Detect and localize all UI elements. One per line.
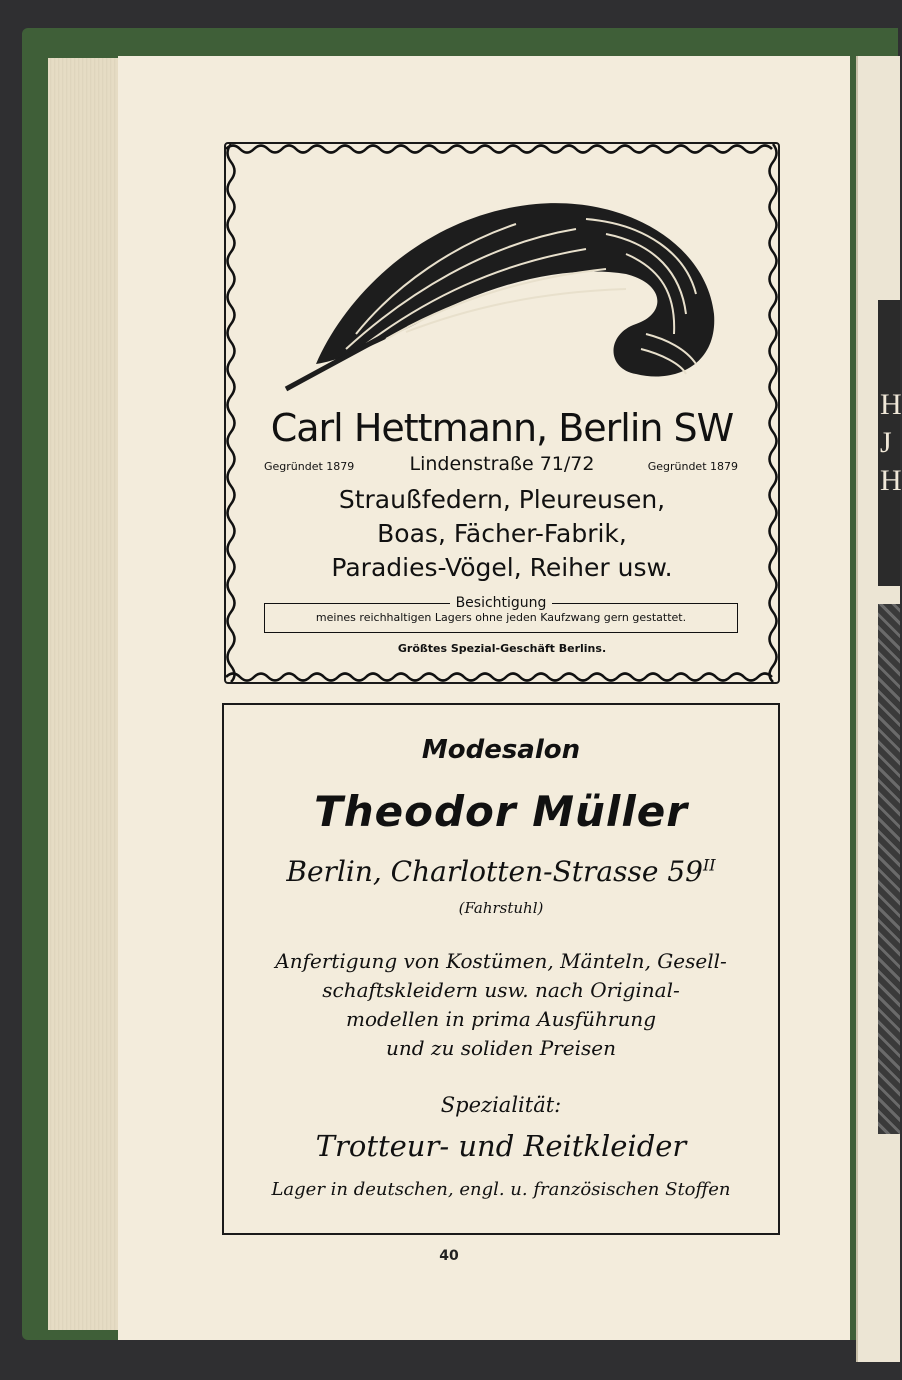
adjacent-page: H J H (856, 56, 900, 1362)
visit-label: Besichtigung (450, 595, 553, 611)
description-line-4: und zu soliden Preisen (386, 1036, 616, 1060)
product-line-3: Paradies-Vögel, Reiher usw. (331, 553, 673, 582)
speciality: Trotteur- und Reitkleider (315, 1129, 687, 1163)
founded-left: Gegründet 1879 (264, 460, 355, 473)
largest-shop-tagline: Größtes Spezial-Geschäft Berlins. (397, 642, 607, 655)
description-line-2: schaftskleidern usw. nach Original- (322, 978, 680, 1002)
hettmann-advertisement (224, 142, 780, 684)
street-address: Lindenstraße 71/72 (409, 453, 595, 475)
product-line-2: Boas, Fächer-Fabrik, (377, 519, 627, 548)
feather-illustration (286, 174, 726, 394)
address-text: Berlin, Charlotten-Strasse 59 (286, 855, 703, 888)
company-name: Carl Hettmann, Berlin SW (270, 406, 734, 450)
founded-right: Gegründet 1879 (647, 460, 738, 473)
product-line-1: Straußfedern, Pleureusen, (338, 485, 666, 514)
salon-address (224, 855, 778, 888)
description-line-3: modellen in prima Ausführung (345, 1007, 657, 1031)
owner-name: Theodor Müller (314, 787, 688, 836)
mueller-advertisement (222, 703, 780, 1235)
fabric-stock: Lager in deutschen, engl. u. französischen Stoffen (271, 1179, 731, 1200)
visit-box (264, 595, 738, 633)
visit-text: meines reichhaltigen Lagers ohne jeden Kaufzwang gern gestattet. (315, 611, 687, 624)
page-edges (48, 58, 120, 1330)
speciality-label: Spezialität: (440, 1093, 562, 1117)
floor-number: II (702, 855, 716, 875)
description (224, 947, 778, 1063)
description-line-1: Anfertigung von Kostümen, Mänteln, Gesell- (275, 949, 727, 973)
lift-note: (Fahrstuhl) (458, 899, 544, 917)
page-number: 40 (439, 1248, 459, 1264)
salon-title: Modesalon (421, 735, 581, 765)
